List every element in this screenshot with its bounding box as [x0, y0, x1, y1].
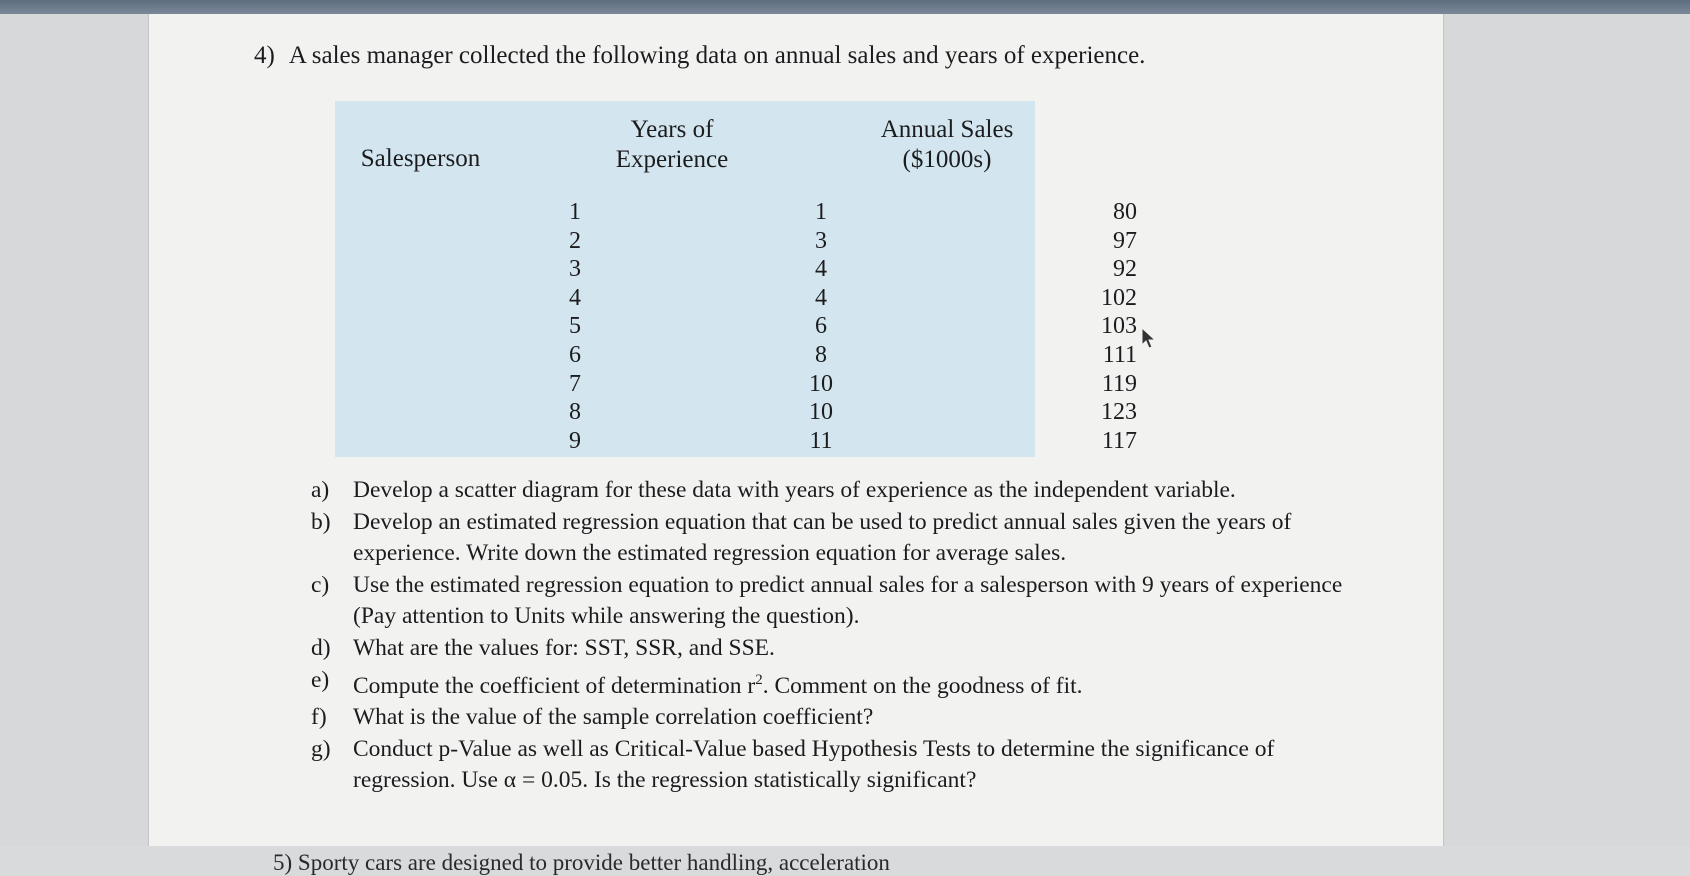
- subquestion-c: [311, 570, 1353, 633]
- table-cell: 4: [569, 284, 581, 311]
- table-cell: 5: [569, 313, 581, 340]
- subquestion-a: [311, 475, 1353, 507]
- table-cell: 1: [815, 199, 827, 225]
- column-years-of-experience: [801, 198, 841, 455]
- table-cell: 4: [815, 284, 827, 311]
- document-page: [148, 14, 1444, 875]
- subquestion-letter: d): [311, 634, 331, 661]
- subquestion-list: [311, 475, 1353, 797]
- subquestion-b: [311, 507, 1353, 570]
- subquestion-text: Conduct p-Value as well as Critical-Value based Hypothesis Tests to determine the significance of regression. Use α = 0.05. Is the regression statistically significant?: [353, 735, 1275, 794]
- subquestion-letter: f): [311, 703, 327, 730]
- subquestion-d: [311, 633, 1353, 665]
- subquestion-text-part: Compute the coefficient of determination r: [353, 672, 756, 699]
- table-cell: 9: [569, 427, 581, 454]
- question-text: A sales manager collected the following data on annual sales and years of experience.: [288, 42, 1146, 69]
- table-cell: 4: [815, 256, 827, 283]
- subquestion-text: What are the values for: SST, SSR, and SSE.: [353, 634, 775, 661]
- table-cell: 10: [809, 399, 833, 426]
- table-cell: 8: [815, 341, 827, 368]
- table-cell: 97: [1113, 227, 1137, 254]
- header-salesperson: Salesperson: [360, 145, 481, 172]
- subquestion-letter: c): [311, 571, 330, 598]
- question-number: 4): [254, 42, 275, 69]
- subquestion-letter: a): [311, 477, 330, 503]
- table-cell: 7: [569, 370, 581, 397]
- next-question-fragment: 5) Sporty cars are designed to provide better handling, acceleration: [273, 850, 890, 875]
- subquestion-letter: b): [311, 508, 331, 535]
- subquestion-f: [311, 702, 1353, 734]
- table-cell: 11: [809, 427, 833, 454]
- table-cell: 10: [809, 370, 833, 397]
- header-years-of-experience: [597, 115, 747, 175]
- question-4-heading: [254, 42, 1145, 70]
- table-cell: 1: [569, 199, 581, 225]
- subquestion-g: [311, 734, 1353, 797]
- table-cell: 92: [1113, 256, 1137, 283]
- table-cell: 123: [1101, 399, 1137, 426]
- subquestion-text: [353, 665, 1353, 702]
- table-cell: 117: [1101, 427, 1137, 454]
- subquestion-text: Develop a scatter diagram for these data with years of experience as the independent variable.: [353, 477, 1236, 503]
- left-page-margin: [0, 14, 148, 846]
- header-sales-line2: ($1000s): [902, 146, 992, 173]
- header-sales-line1: Annual Sales: [880, 116, 1014, 143]
- header-annual-sales: [857, 115, 1037, 175]
- table-cell: 102: [1101, 284, 1137, 311]
- table-cell: 6: [815, 313, 827, 340]
- table-cell: 3: [569, 256, 581, 283]
- table-cell: 103: [1101, 313, 1137, 340]
- table-cell: 6: [569, 341, 581, 368]
- right-page-margin: [1442, 14, 1690, 846]
- table-cell: 3: [815, 227, 827, 254]
- column-salesperson: [560, 198, 590, 455]
- column-annual-sales: [1077, 198, 1137, 455]
- subquestion-e: [311, 665, 1353, 702]
- table-cell: 111: [1102, 341, 1137, 368]
- table-cell: 119: [1101, 370, 1137, 397]
- window-top-bar: [0, 0, 1690, 14]
- subquestion-text: Develop an estimated regression equation that can be used to predict annual sales given the years of experience. Write down the estimated regression equation for average sales.: [353, 508, 1292, 567]
- table-cell: 8: [569, 399, 581, 426]
- data-table: [335, 101, 1137, 457]
- mouse-pointer-icon: [1140, 327, 1158, 351]
- superscript-two: 2: [755, 671, 763, 688]
- subquestion-text: Use the estimated regression equation to predict annual sales for a salesperson with 9 years of experience (Pay attention to Units while answering the question).: [353, 571, 1343, 630]
- subquestion-text: What is the value of the sample correlation coefficient?: [353, 703, 874, 730]
- table-cell: 80: [1113, 199, 1137, 225]
- subquestion-letter: g): [311, 735, 331, 762]
- header-years-line2: Experience: [615, 146, 729, 173]
- subquestion-letter: e): [311, 666, 330, 693]
- subquestion-text-part: . Comment on the goodness of fit.: [762, 672, 1083, 699]
- header-years-line1: Years of: [630, 116, 714, 143]
- table-cell: 2: [569, 227, 581, 254]
